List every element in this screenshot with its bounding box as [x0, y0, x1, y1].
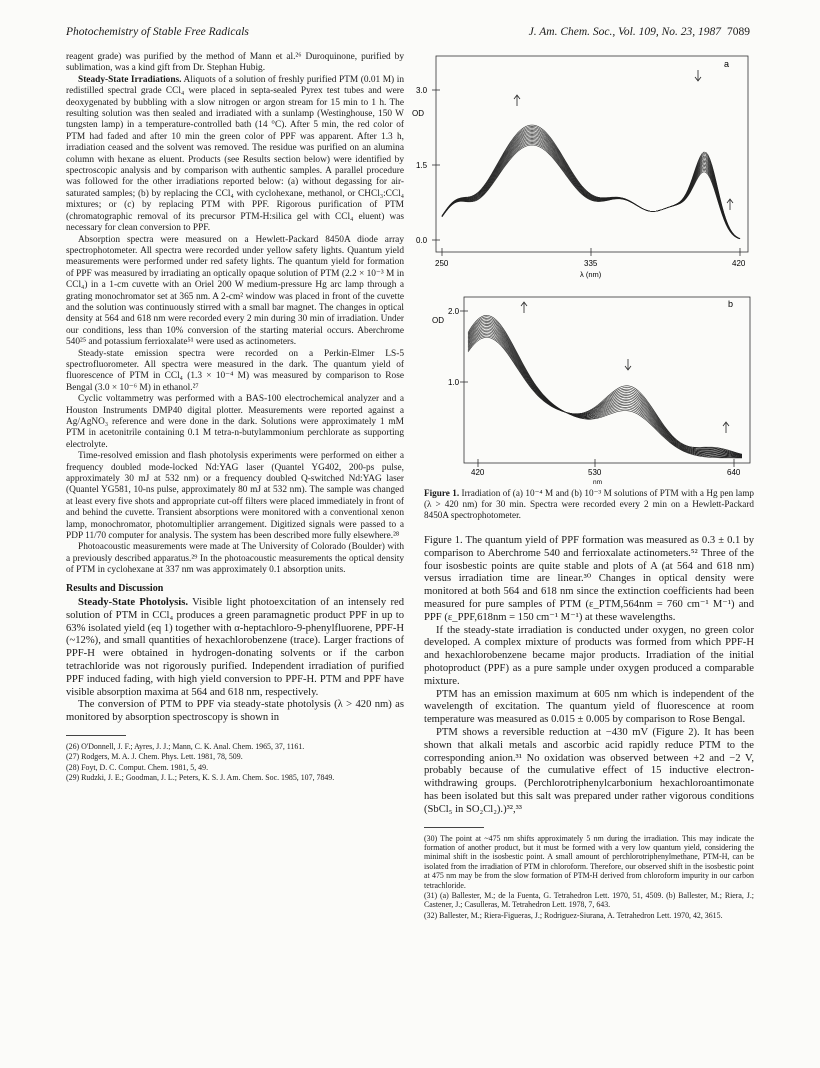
paragraph: Absorption spectra were measured on a Hewlett-Packard 8450A diode array spectrophotometer. All spectra were recorded under yellow safety lights. Quantum yield measurements were performed under red safety lights. The quantum yield for formation of PPF was measured by irradiating an optically opaque solution of PTM (2.2 × 10⁻³ M in CCl₄) in a 1-cm cuvette with an Oriel 200 W medium-pressure Hg arc lamp through a grating monochromator set at 365 nm. A 2-cm² window was placed in front of the cuvette and the solution was continuously stirred with a small bar magnet. The changes in optical density at 564 and 618 nm were recorded every 2 min during 30 min of irradiation. Under our conditions, less than 10% conversion of the starting material occurs. Aberchrome 540²⁵ and potassium ferrioxalate⁵¹ were used as actinometers.	[66, 234, 404, 348]
footnotes-right	[424, 834, 754, 921]
spectrum-trace	[442, 133, 740, 239]
paragraph: Steady-state emission spectra were recorded on a Perkin-Elmer LS-5 spectrofluorometer. All spectra were measured in the dark. The quantum yield of fluorescence of PTM in CCl₄ (1.3 × 10⁻⁴ M) was measured by comparison to Rose Bengal (3.0 × 10⁻⁶ M) in ethanol.²⁷	[66, 348, 404, 393]
right-column	[424, 488, 754, 921]
spectrum-plot-b	[424, 293, 754, 485]
y-tick-label: 3.0	[416, 86, 428, 95]
page-number: 7089	[727, 26, 750, 38]
paragraph: PTM has an emission maximum at 605 nm which is independent of the wavelength of excitation. The quantum yield of fluorescence at room temperature was measured as 0.015 ± 0.005 by comparison to Rose Bengal.	[424, 688, 754, 726]
caption-label: Figure 1.	[424, 488, 460, 498]
paragraph: The conversion of PTM to PPF via steady-state photolysis (λ > 420 nm) as monitored by absorption spectroscopy is shown in	[66, 699, 404, 724]
x-tick-label: 250	[435, 259, 449, 268]
footnote: (26) O'Donnell, J. F.; Ayres, J. J.; Mann, C. K. Anal. Chem. 1965, 37, 1161.	[66, 742, 305, 752]
plot-frame	[436, 56, 748, 252]
footnote: (29) Rudzki, J. E.; Goodman, J. L.; Peters, K. S. J. Am. Chem. Soc. 1985, 107, 7849.	[66, 773, 335, 783]
spectrum-trace	[442, 130, 740, 239]
plot-frame	[464, 297, 750, 463]
figure-panel-a	[412, 50, 754, 282]
x-axis-label: λ (nm)	[580, 270, 602, 279]
footnotes-left	[66, 742, 404, 783]
run-in-heading: Steady-State Irradiations.	[78, 74, 182, 85]
footnote: (27) Rodgers, M. A. J. Chem. Phys. Lett. 1981, 78, 509.	[66, 752, 243, 762]
spectrum-trace	[442, 142, 740, 238]
figure-panel-b	[424, 293, 754, 485]
footnote: (31) (a) Ballester, M.; de la Fuenta, G. Tetrahedron Lett. 1970, 51, 4509. (b) Ballester, M.; Riera, J.; Castener, J.; Casulleras, M. Tetrahedron Lett. 1978, 7, 643.	[424, 890, 754, 910]
spectral-curves	[468, 315, 742, 458]
arrow-down-icon	[625, 359, 631, 370]
panel-letter: a	[724, 59, 730, 69]
y-tick-label: 1.5	[416, 161, 428, 170]
paragraph: Cyclic voltammetry was performed with a BAS-100 electrochemical analyzer and a Houston Instruments DMP40 digital plotter. Measurements were reported against a Ag/AgNO₃ reference and were done in the dark. Solutions were approximately 1 mM PTM in acetonitrile containing 0.1 M tetra-n-butylammonium perchlorate as supporting electrolyte.	[66, 394, 404, 450]
paragraph: Time-resolved emission and flash photolysis experiments were performed on either a frequency doubled mode-locked Nd:YAG laser (Quantel YG402, 200-ps pulse, approximately 30 mJ at 532 nm) or a frequency doubled Q-switched Nd:YAG laser (Quantel YG581, 10-ns pulse, approximately 80 mJ at 532 nm). The sample was changed at least every five shots and appropriate cut-off filters were placed immediately in front of and behind the cuvette. Transient absorptions were monitored with a conventional xenon lamp, monochromator, photomultiplier arrangement. Digitized signals were passed to a PDP 11/70 computer for analysis. The system has been described more fully elsewhere.²⁸	[66, 451, 404, 542]
footnote-divider	[66, 735, 126, 736]
footnote: (32) Ballester, M.; Riera-Figueras, J.; Rodriguez-Siurana, A. Tetrahedron Lett. 1970, 42, 3615.	[424, 910, 723, 920]
spectrum-trace	[442, 145, 740, 239]
x-tick-label: 335	[584, 259, 598, 268]
spectrum-trace	[442, 144, 740, 239]
spectrum-trace	[442, 138, 740, 238]
x-axis-label: nm	[593, 479, 603, 486]
left-column	[66, 52, 404, 784]
running-header-title: Photochemistry of Stable Free Radicals	[66, 26, 249, 38]
spectrum-trace	[442, 141, 740, 239]
arrow-up-icon	[727, 199, 733, 210]
paragraph-text: Visible light photoexcitation of an intensely red solution of PTM in CCl₄ produces a green paramagnetic product PPF in up to 63% isolated yield (eq 1) together with α-heptachloro-9-phenylfluorene, PPF-H (~12%), and small quantities of hexachlorobenzene (trace). Larger fractions of PPF-H were obtained in hydrogen-donating solvents or if the carbon tetrachloride was not rigorously purified. Independent irradiation of purified PPF induced fading, with high yield conversion to PPF-H. PTM and PPF have visible absorption maxima at 564 and 618 nm, respectively.	[66, 597, 404, 698]
arrow-up-icon	[723, 422, 729, 433]
spectrum-trace	[442, 134, 740, 238]
spectrum-trace	[468, 315, 742, 458]
figure-caption	[424, 488, 754, 521]
spectrum-trace	[442, 140, 740, 239]
arrow-up-icon	[514, 95, 520, 106]
paragraph	[66, 597, 404, 699]
paragraph: Figure 1. The quantum yield of PPF formation was measured as 0.3 ± 0.1 by comparison to Aberchrome 540 and ferrioxalate actinometers.⁵² Three of the four isosbestic points are quite stable and plots of A (at 564 and 618 nm) versus irradiation time are linear.³⁰ Changes in optical density were monitored at both 564 and 618 nm since the extinction coefficients had been measured for pure samples of PTM (ε_PTM,564nm = 760 cm⁻¹ M⁻¹) and PPF (ε_PPF,618nm = 150 cm⁻¹ M⁻¹) at these wavelengths.	[424, 535, 754, 623]
y-tick-label: 0.0	[416, 236, 428, 245]
spectrum-plot-a	[412, 50, 754, 282]
paragraph	[66, 75, 404, 235]
y-tick-label: 1.0	[448, 378, 460, 387]
x-tick-label: 530	[588, 468, 602, 477]
run-in-heading: Steady-State Photolysis.	[78, 597, 188, 609]
spectral-curves	[442, 125, 740, 239]
x-tick-label: 420	[732, 259, 746, 268]
paragraph: Photoacoustic measurements were made at The University of Colorado (Boulder) with a previously described apparatus.²⁹ In the photoacoustic measurements the optical density of PTM in cyclohexane at 337 nm was approximately 0.1 absorption units.	[66, 542, 404, 576]
spectrum-trace	[442, 128, 740, 239]
footnote: (30) The point at ~475 nm shifts approximately 5 nm during the irradiation. This may indicate the formation of another product, but it must be formed with a very low quantum yield, considering the minimal shift in the isosbestic point. A small amount of perchlorotriphenylmethane, PTM-H, can be isolated from the irradiation of PTM in chloroform. Therefore, our observed shift in the isosbestic point at 475 nm may be from the slow formation of PTM-H derived from chloroform impurity in our carbon tetrachloride.	[424, 833, 754, 890]
x-tick-label: 640	[727, 468, 741, 477]
y-axis-label: OD	[432, 316, 444, 325]
paragraph: reagent grade) was purified by the method of Mann et al.²⁶ Duroquinone, purified by sublimation, was a kind gift from Dr. Stephan Hubig.	[66, 52, 404, 74]
section-heading: Results and Discussion	[66, 582, 164, 594]
footnote: (28) Foyt, D. C. Comput. Chem. 1981, 5, 49.	[66, 762, 209, 772]
y-tick-label: 2.0	[448, 307, 460, 316]
arrow-up-icon	[521, 302, 527, 313]
paragraph-text: Aliquots of a solution of freshly purified PTM (0.01 M) in redistilled spectral grade CCl₄ were placed in septa-sealed Pyrex test tubes and were deoxygenated by bubbling with a slow nitrogen or argon stream for 15 min to 1 h. The resulting solution was then sealed and irradiated with a sunlamp (Westinghouse, 150 W tungsten lamp) in a temperature-controlled bath (14 °C). After 5 min, the red color of PTM had faded and after 10 min the green color of PPF was apparent. After 1.3 h, irradiation ceased and the solvent was removed. The residue was purified on an alumina column with hexane as eluent. Products (see Results section below) were identified by spectroscopic analysis and by comparison with authentic samples. A parallel procedure was followed for the other irradiations reported below: (a) without degassing for air-saturated samples; (b) by replacing the CCl₄ with cyclohexane, methanol, or CHCl₃:CCl₄ mixtures; or (c) by replacing PTM with PPF. Rigorous purification of PTM (chromatographic removal of its precursor PTM-H:silica gel with CCl₄ eluent) was necessary for clean conversion to PPF.	[66, 74, 404, 234]
caption-text: Irradiation of (a) 10⁻⁴ M and (b) 10⁻³ M solutions of PTM with a Hg pen lamp (λ > 420 nm) for 30 min. Spectra were recorded every 2 min on a Hewlett-Packard 8450A spectrophotometer.	[424, 488, 754, 520]
spectrum-trace	[442, 129, 740, 239]
running-header-journal	[529, 26, 750, 38]
panel-letter: b	[728, 299, 734, 309]
footnote-divider	[424, 827, 484, 828]
paragraph: PTM shows a reversible reduction at −430 mV (Figure 2). It has been shown that alkali metals and ascorbic acid rapidly reduce PTM to the corresponding anion.³¹ No oxidation was observed between +2 and −2 V, probably because of the cumulative effect of 15 inductive electron-withdrawing groups. (Perchlorotriphenylcarbonium hexachloroantimonate has been isolated but this salt was prepared under rather vigorous conditions (SbCl₅ in SO₂Cl₂).)³²,³³	[424, 726, 754, 815]
x-tick-label: 420	[471, 468, 485, 477]
paragraph: If the steady-state irradiation is conducted under oxygen, no green color developed. A complex mixture of products was formed from which PPF-H and hexachlorobenzene became major products. Irradiation of the initial photoproduct (PPF) as a pure sample under oxygen produced a comparable mixture.	[424, 624, 754, 687]
y-axis-label: OD	[412, 109, 424, 118]
spectrum-trace	[442, 136, 740, 239]
spectrum-trace	[442, 132, 740, 239]
spectrum-trace	[442, 137, 740, 239]
journal-citation: J. Am. Chem. Soc., Vol. 109, No. 23, 1987	[528, 26, 721, 38]
arrow-down-icon	[695, 70, 701, 81]
